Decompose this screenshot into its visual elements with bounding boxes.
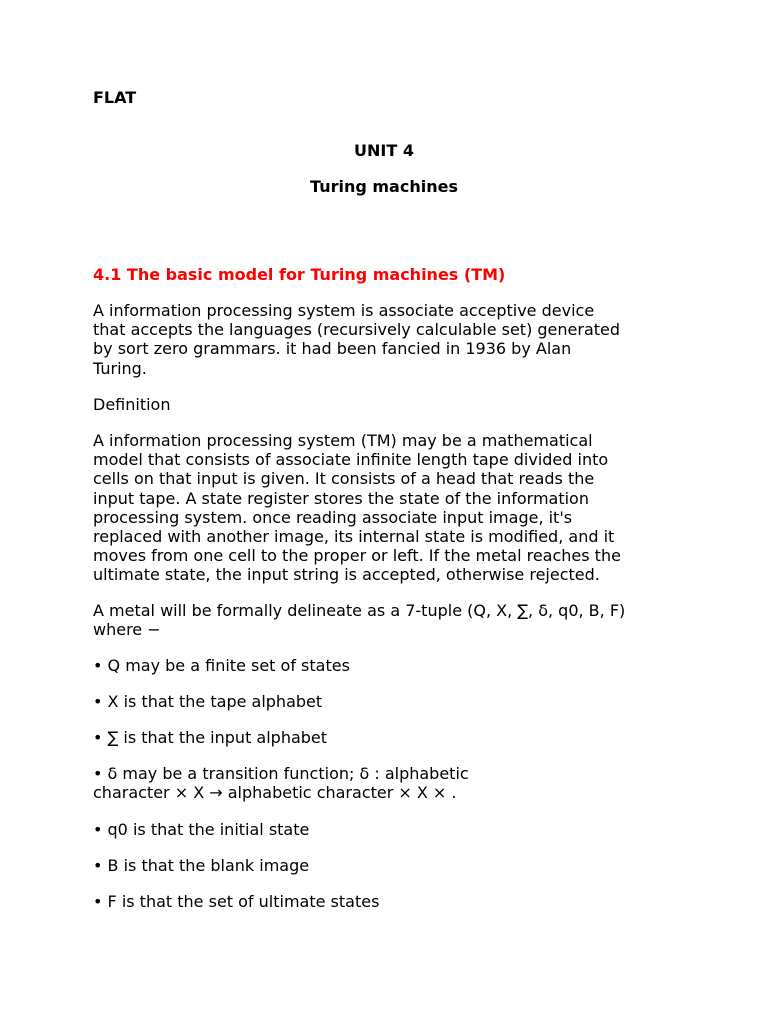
document-page bbox=[93, 0, 693, 1024]
doc-header: FLAT bbox=[93, 88, 137, 107]
bullet-item: • B is that the blank image bbox=[93, 856, 310, 875]
section-heading: 4.1 The basic model for Turing machines (TM) bbox=[93, 265, 506, 284]
definition-label: Definition bbox=[93, 395, 171, 414]
bullet-item: • δ may be a transition function; δ : alphabetic character × X → alphabetic character × X × . bbox=[93, 764, 469, 803]
tuple-paragraph: A metal will be formally delineate as a 7-tuple (Q, X, ∑, δ, q0, B, F) where − bbox=[93, 601, 626, 640]
bullet-item: • F is that the set of ultimate states bbox=[93, 892, 380, 911]
definition-paragraph: A information processing system (TM) may be a mathematical model that consists of associate infinite length tape divided into cells on that input is given. It consists of a head that reads the input tape. A state register stores the state of the information processing system. once reading associate input image, it's replaced with another image, its internal state is modified, and it moves from one cell to the proper or left. If the metal reaches the ultimate state, the input string is accepted, otherwise rejected. bbox=[93, 431, 621, 585]
intro-paragraph: A information processing system is associate acceptive device that accepts the languages (recursively calculable set) generated by sort zero grammars. it had been fancied in 1936 by Alan Turing. bbox=[93, 301, 621, 378]
unit-label: UNIT 4 bbox=[354, 141, 414, 160]
bullet-item: • ∑ is that the input alphabet bbox=[93, 728, 328, 747]
bullet-item: • q0 is that the initial state bbox=[93, 820, 310, 839]
page-title: Turing machines bbox=[310, 177, 458, 196]
bullet-item: • X is that the tape alphabet bbox=[93, 692, 323, 711]
bullet-item: • Q may be a finite set of states bbox=[93, 656, 350, 675]
